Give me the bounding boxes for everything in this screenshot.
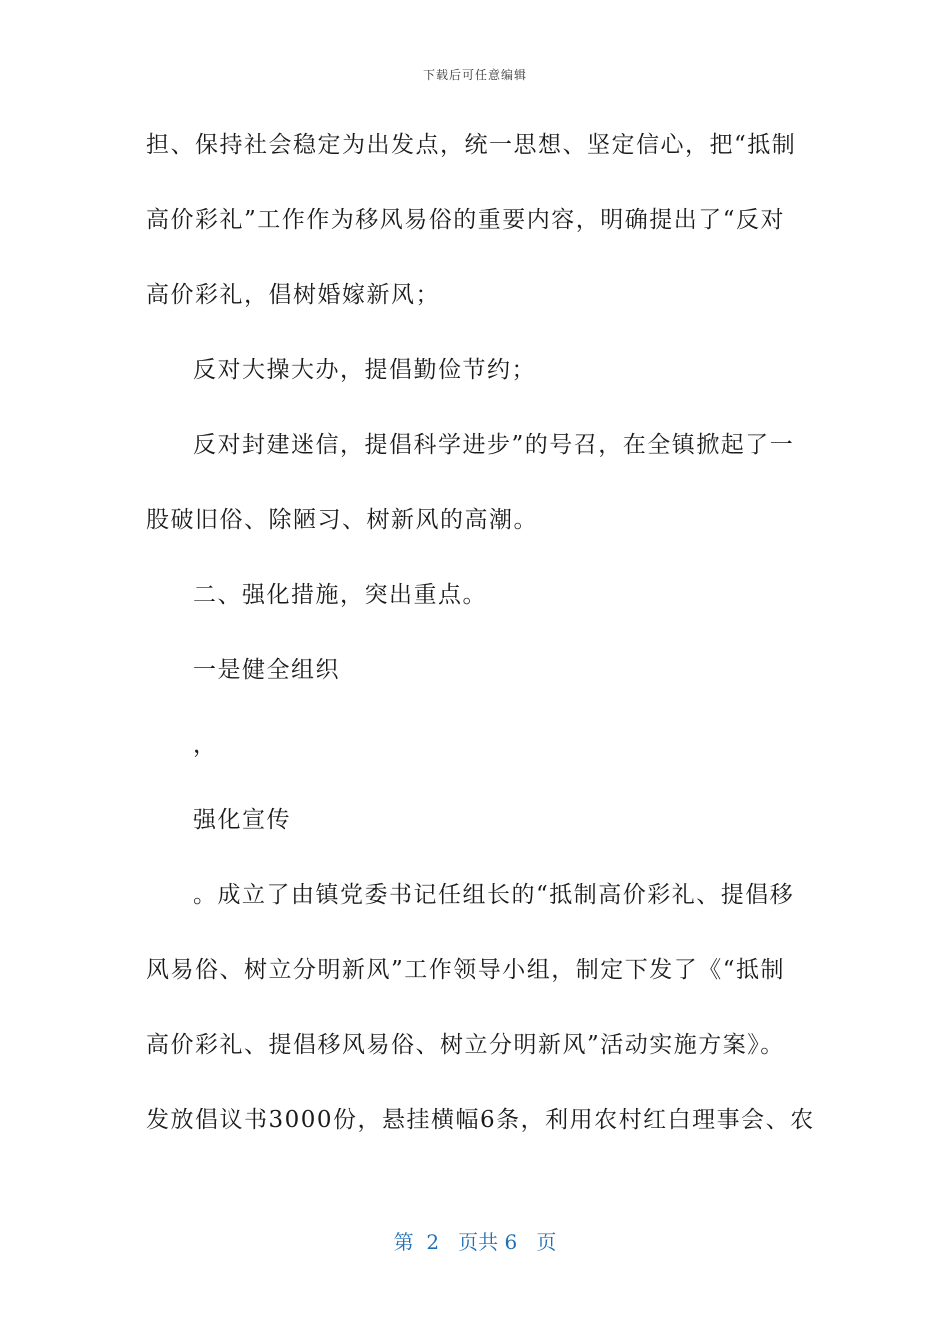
page-number: 第 2 页共 6 页 [393, 1230, 557, 1254]
subheading: 一是健全组织 [193, 657, 340, 683]
paragraph-line: 发放倡议书3000份，悬挂横幅6条，利用农村红白理事会、农 [146, 1107, 815, 1133]
paragraph-line: 担、保持社会稳定为出发点，统一思想、坚定信心，把“抵制 [146, 132, 797, 158]
section-heading: 二、强化措施，突出重点。 [193, 582, 487, 608]
paragraph-line: 风易俗、树立分明新风”工作领导小组，制定下发了《“抵制 [146, 957, 786, 983]
header-note: 下载后可任意编辑 [422, 68, 527, 82]
paragraph-line: 高价彩礼”工作作为移风易俗的重要内容，明确提出了“反对 [146, 207, 786, 233]
subheading: 强化宣传 [193, 807, 291, 833]
paragraph-line: 高价彩礼、提倡移风易俗、树立分明新风”活动实施方案》。 [146, 1032, 785, 1058]
punctuation-line: ， [193, 732, 218, 758]
paragraph-line: 反对封建迷信，提倡科学进步”的号召，在全镇掀起了一 [193, 432, 795, 458]
paragraph-line: 股破旧俗、除陋习、树新风的高潮。 [146, 507, 538, 533]
paragraph-line: 。成立了由镇党委书记任组长的“抵制高价彩礼、提倡移 [193, 882, 795, 908]
paragraph-line: 反对大操大办，提倡勤俭节约； [193, 357, 536, 383]
paragraph-line: 高价彩礼，倡树婚嫁新风； [146, 282, 440, 308]
